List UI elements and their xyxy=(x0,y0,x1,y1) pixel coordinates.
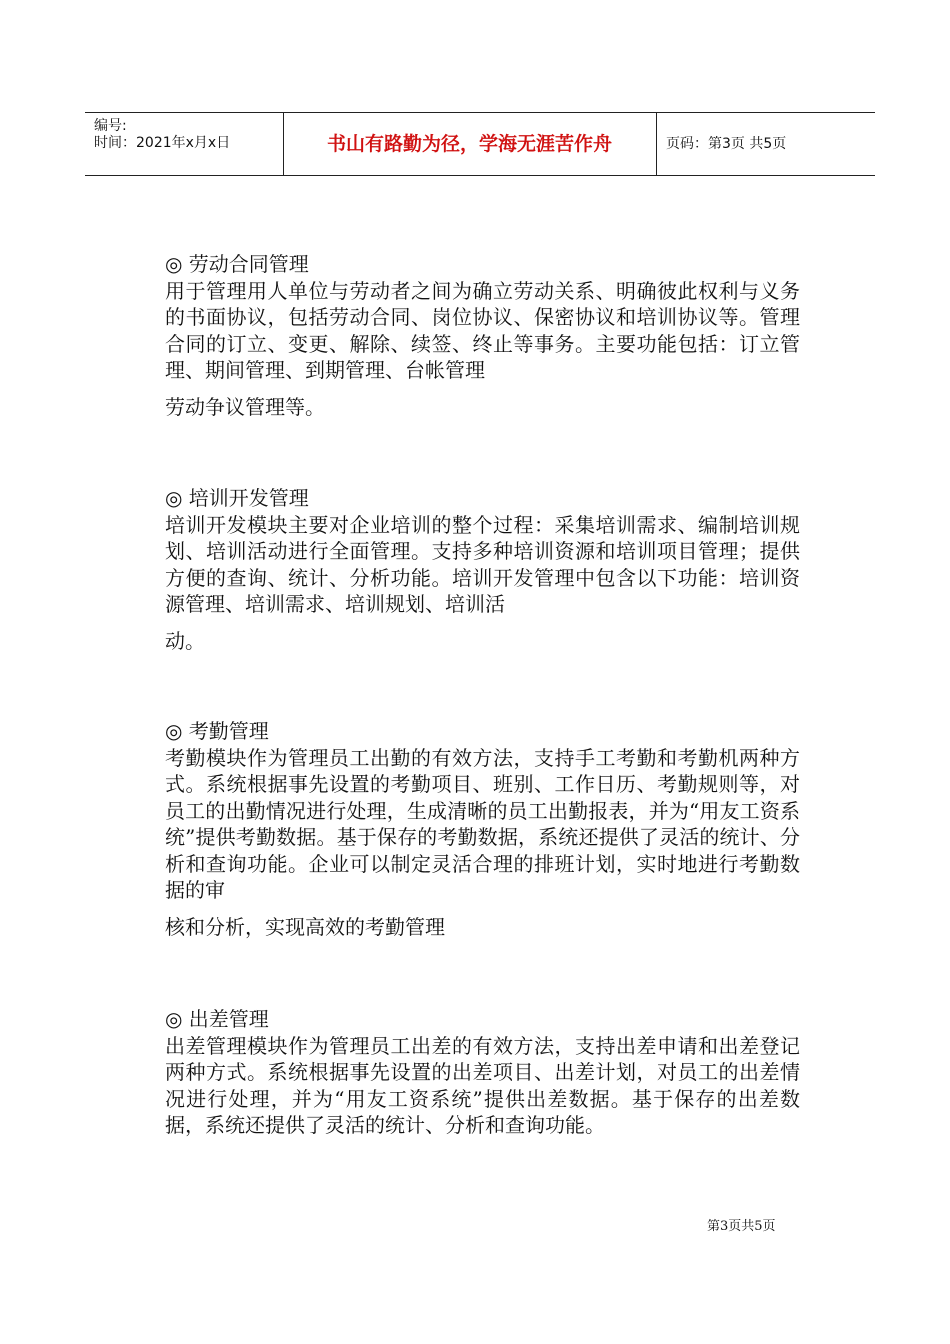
section-body: 培训开发模块主要对企业培训的整个过程：采集培训需求、编制培训规划、培训活动进行全面管理。支持多种培训资源和培训项目管理；提供方便的查询、统计、分析功能。培训开发管理中包含以下功能：培训资源管理、培训需求、培训规划、培训活 xyxy=(165,512,800,616)
page-footer: 第3页共5页 xyxy=(707,1219,776,1234)
document-header xyxy=(85,112,875,176)
section-tail: 核和分析，实现高效的考勤管理 xyxy=(165,914,445,939)
section-training xyxy=(165,485,800,654)
header-motto: 书山有路勤为径，学海无涯苦作舟 xyxy=(283,113,657,175)
section-body: 出差管理模块作为管理员工出差的有效方法，支持出差申请和出差登记两种方式。系统根据事先设置的出差项目、出差计划，对员工的出差情况进行处理，并为“用友工资系统”提供出差数据。基于保存的出差数据，系统还提供了灵活的统计、分析和查询功能。 xyxy=(165,1033,800,1137)
section-body: 用于管理用人单位与劳动者之间为确立劳动关系、明确彼此权利与义务的书面协议，包括劳动合同、岗位协议、保密协议和培训协议等。管理合同的订立、变更、解除、续签、终止等事务。主要功能包括：订立管理、期间管理、到期管理、台帐管理 xyxy=(165,278,800,382)
time-label: 时间：2021年x月x日 xyxy=(94,135,231,151)
section-body: 考勤模块作为管理员工出勤的有效方法，支持手工考勤和考勤机两种方式。系统根据事先设置的考勤项目、班别、工作日历、考勤规则等，对员工的出勤情况进行处理，生成清晰的员工出勤报表，并为“用友工资系统”提供考勤数据。基于保存的考勤数据，系统还提供了灵活的统计、分析和查询功能。企业可以制定灵活合理的排班计划，实时地进行考勤数据的审 xyxy=(165,745,800,902)
section-title: ◎ 劳动合同管理 xyxy=(165,252,309,276)
header-page-label: 页码：第3页 共5页 xyxy=(666,136,787,152)
number-label: 编号: xyxy=(94,118,127,134)
header-meta xyxy=(85,113,284,175)
section-title: ◎ 培训开发管理 xyxy=(165,486,309,510)
section-title: ◎ 出差管理 xyxy=(165,1007,269,1031)
section-tail: 劳动争议管理等。 xyxy=(165,394,325,419)
section-business-trip xyxy=(165,1006,800,1139)
section-labor-contract xyxy=(165,251,800,420)
section-title: ◎ 考勤管理 xyxy=(165,719,269,743)
section-tail: 动。 xyxy=(165,628,205,653)
section-attendance xyxy=(165,718,800,940)
